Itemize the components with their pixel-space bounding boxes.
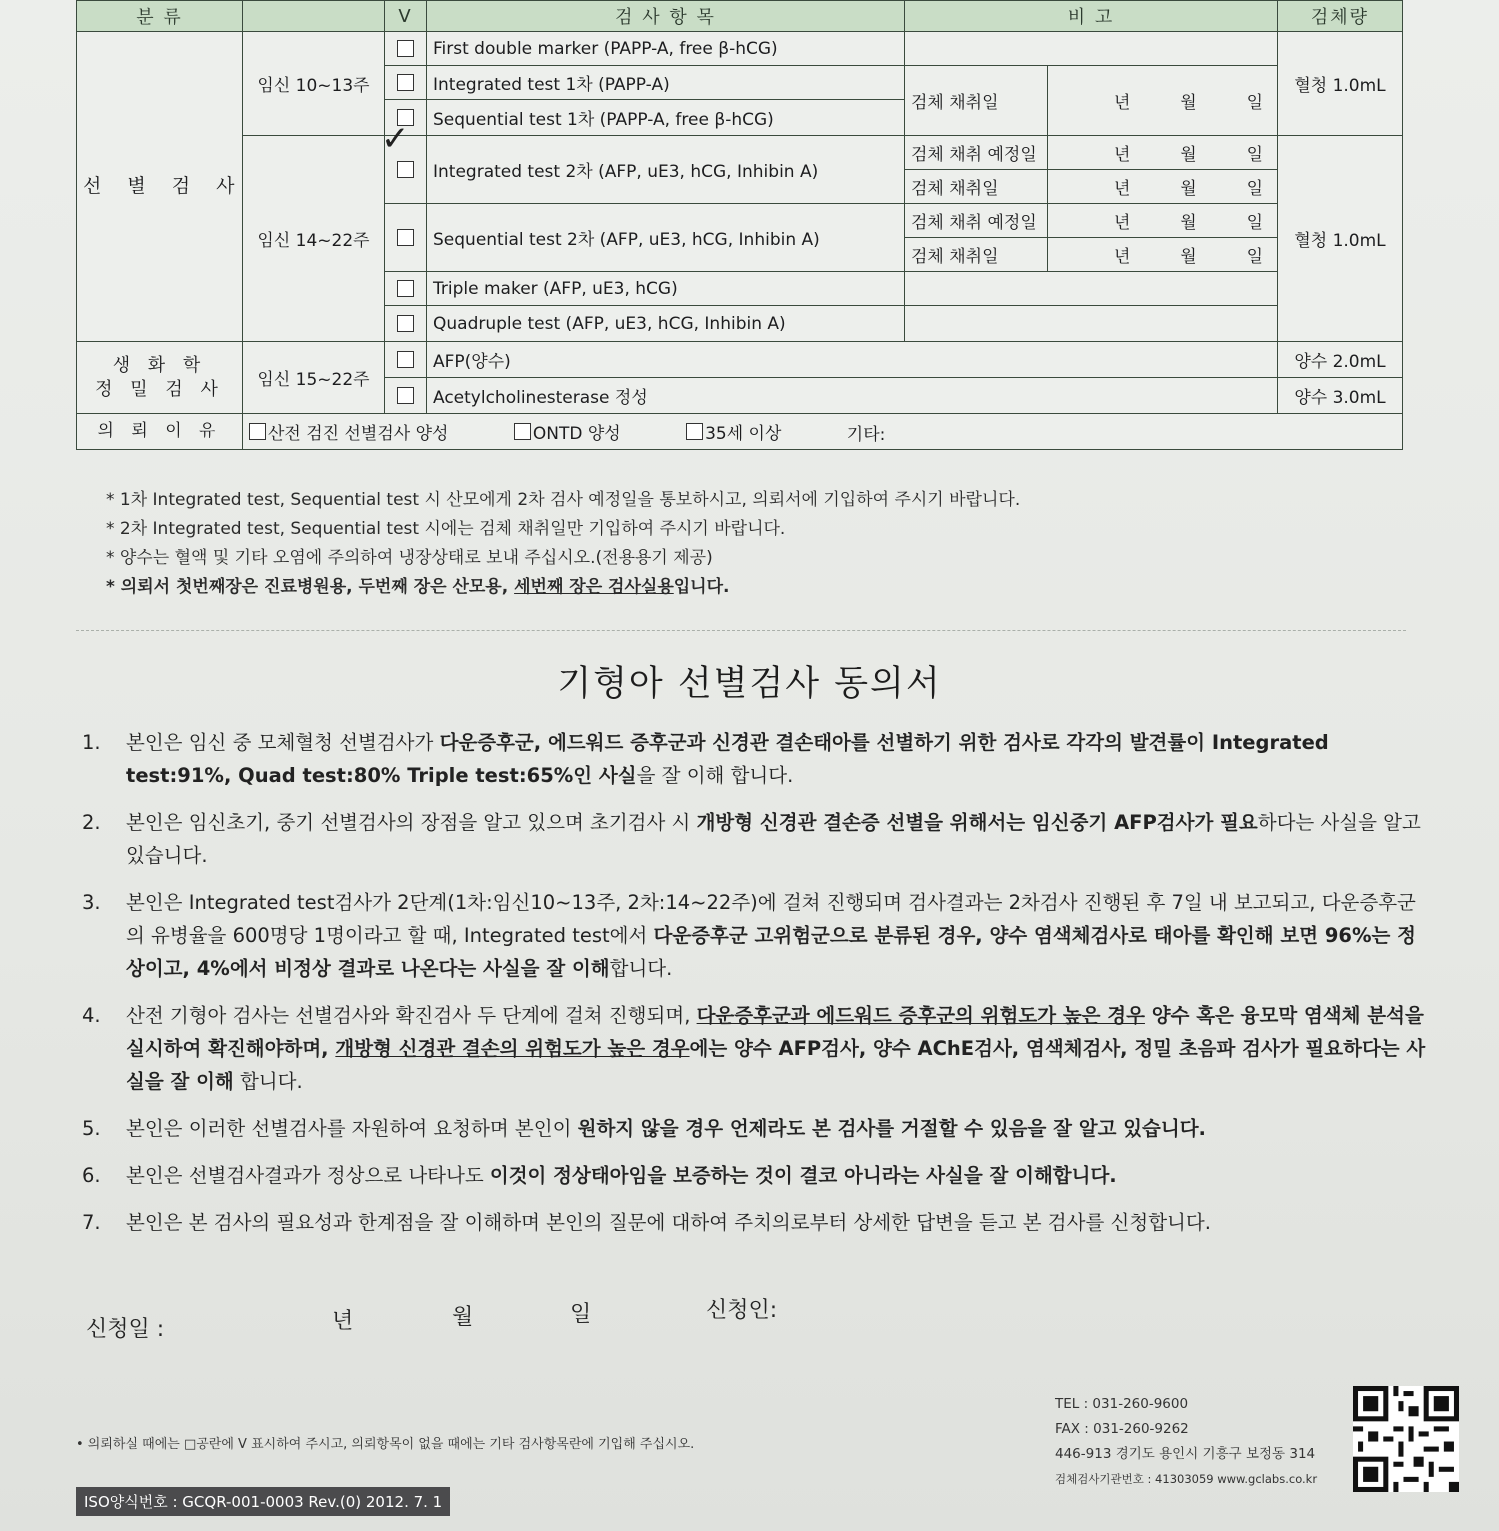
consent-3-text: 본인은 Integrated test검사가 2단계(1차:임신10~13주, 2차:14~22주)에 걸쳐 진행되며 검사결과는 2차검사 진행된 후 7일 내 보고되고, 다운증후군의 유병율을 600명당 1명이라고 할 때, Integrated test에서 <box>126 891 1416 947</box>
checkbox-ache[interactable] <box>385 378 427 414</box>
reason-option-label: 35세 이상 <box>705 423 782 444</box>
note-4-part-a: * 의뢰서 첫번째장은 진료병원용, 두번째 장은 산모용, <box>106 577 515 597</box>
checkbox-quadruple[interactable] <box>385 306 427 342</box>
remark-empty-3[interactable] <box>905 306 1278 342</box>
year-label: 년 <box>1114 247 1131 267</box>
period-10-13: 임신 10~13주 <box>243 32 385 136</box>
test-request-table <box>76 0 1403 450</box>
reason-option-label: ONTD 양성 <box>532 423 621 444</box>
consent-4-underlined-1: 다운증후군과 에드워드 증후군의 위험도가 높은 경우 <box>696 1004 1145 1027</box>
consent-item-6 <box>82 1159 1432 1192</box>
consent-3-bold: 다운증후군 고위험군으로 분류된 경우, 양수 염색체검사로 태아를 확인해 보면 96%는 정상이고, 4%에서 비정상 결과로 나온다는 사실을 잘 이해 <box>126 924 1416 980</box>
year-label: 년 <box>1114 213 1131 233</box>
consent-item-1 <box>82 726 1432 792</box>
note-4 <box>106 573 1366 602</box>
checkbox-sequential-2[interactable] <box>385 204 427 272</box>
checkbox-afp[interactable] <box>385 342 427 378</box>
apply-day-field[interactable]: 일 <box>570 1302 592 1327</box>
reason-option-age[interactable] <box>686 419 781 444</box>
biochem-label-line2: 정 밀 검 사 <box>95 378 224 400</box>
consent-item-7 <box>82 1206 1432 1239</box>
apply-month-field[interactable]: 월 <box>452 1305 474 1330</box>
consent-4-tail: 합니다. <box>233 1070 303 1093</box>
footer-note: • 의뢰하실 때에는 □공란에 V 표시하여 주시고, 의뢰항목이 없을 때에는 기타 검사항목란에 기입해 주십시오. <box>76 1437 695 1452</box>
reason-option-prenatal[interactable] <box>249 419 448 444</box>
apply-date-label: 신청일 : <box>86 1317 165 1342</box>
consent-6-bold: 이것이 정상태아임을 보증하는 것이 결코 아니라는 사실을 잘 이해합니다. <box>489 1164 1117 1187</box>
scheduled-date-label-1: 검체 채취 예정일 <box>905 136 1048 170</box>
checkbox-integrated-1[interactable] <box>385 66 427 100</box>
month-label: 월 <box>1180 145 1197 165</box>
consent-item-3 <box>82 886 1432 985</box>
consent-7-text: 본인은 본 검사의 필요성과 한계점을 잘 이해하며 본인의 질문에 대하여 주치의로부터 상세한 답변을 듣고 본 검사를 신청합니다. <box>126 1211 1211 1234</box>
header-volume: 검체량 <box>1278 1 1403 32</box>
day-label: 일 <box>1246 145 1263 165</box>
volume-serum-1: 혈청 1.0mL <box>1278 32 1403 136</box>
header-category: 분 류 <box>77 1 243 32</box>
consent-title: 기형아 선별검사 동의서 <box>557 664 942 704</box>
day-label: 일 <box>1246 179 1263 199</box>
checkbox-triple[interactable] <box>385 272 427 306</box>
header-empty <box>243 1 385 32</box>
item-sequential-2: Sequential test 2차 (AFP, uE3, hCG, Inhibin A) <box>427 204 905 272</box>
item-number: 1. <box>82 731 101 754</box>
item-integrated-2: Integrated test 2차 (AFP, uE3, hCG, Inhibin A) <box>427 136 905 204</box>
item-afp: AFP(양수) <box>427 342 1278 378</box>
consent-1-bold: 다운증후군, 에드워드 증후군과 신경관 결손태아를 선별하기 위한 검사로 각각의 발견률이 Integrated test:91%, Quad test:80% Triple test:65%인 사실 <box>126 731 1329 787</box>
consent-1-text: 본인은 임신 중 모체혈청 선별검사가 <box>126 731 440 754</box>
checkbox-integrated-2[interactable] <box>381 119 427 204</box>
month-label: 월 <box>1180 93 1197 113</box>
biochem-label <box>77 342 243 414</box>
contact-info <box>1055 1392 1317 1492</box>
consent-2-bold: 개방형 신경관 결손증 선별을 위해서는 임신중기 AFP검사가 필요 <box>696 811 1258 834</box>
item-quadruple: Quadruple test (AFP, uE3, hCG, Inhibin A) <box>427 306 905 342</box>
consent-4-bold-2: 에는 양수 AFP검사, 양수 AChE검사, 염색체검사, 정밀 초음파 검사가 필요하다는 사실을 잘 이해 <box>126 1037 1426 1093</box>
note-4-part-c: 입니다. <box>673 577 730 597</box>
applicant-field[interactable]: 신청인: <box>706 1298 778 1323</box>
day-label: 일 <box>1246 247 1263 267</box>
fax-number: FAX : 031-260-9262 <box>1055 1421 1189 1437</box>
item-triple: Triple maker (AFP, uE3, hCG) <box>427 272 905 306</box>
month-label: 월 <box>1180 247 1197 267</box>
consent-2-text: 본인은 임신초기, 중기 선별검사의 장점을 알고 있으며 초기검사 시 <box>126 811 697 834</box>
item-number: 3. <box>82 891 101 914</box>
scheduled-date-label-2: 검체 채취 예정일 <box>905 204 1048 238</box>
collect-date-label-3: 검체 채취일 <box>905 238 1048 272</box>
year-label: 년 <box>1114 179 1131 199</box>
day-label: 일 <box>1246 213 1263 233</box>
note-2: * 2차 Integrated test, Sequential test 시에는 검체 채취일만 기입하여 주시기 바랍니다. <box>106 519 786 539</box>
item-number: 2. <box>82 811 101 834</box>
reason-options <box>243 414 1403 450</box>
year-label: 년 <box>1114 145 1131 165</box>
reason-other[interactable]: 기타: <box>846 424 886 445</box>
consent-5-bold: 원하지 않을 경우 언제라도 본 검사를 거절할 수 있음을 잘 알고 있습니다. <box>577 1117 1206 1140</box>
consent-2-tail: 하다는 사실을 알고 있습니다. <box>126 811 1421 867</box>
item-sequential-1: Sequential test 1차 (PAPP-A, free β-hCG) <box>427 100 905 136</box>
collect-date-label-1: 검체 채취일 <box>905 66 1048 136</box>
apply-year-field[interactable]: 년 <box>332 1309 354 1334</box>
volume-amniotic-2: 양수 3.0mL <box>1278 378 1403 414</box>
consent-1-tail: 을 잘 이해 합니다. <box>636 764 794 787</box>
volume-amniotic-1: 양수 2.0mL <box>1278 342 1403 378</box>
collect-date-label-2: 검체 채취일 <box>905 170 1048 204</box>
consent-item-5 <box>82 1112 1432 1145</box>
remark-empty-1[interactable] <box>905 32 1278 66</box>
biochem-label-line1: 생 화 학 <box>112 355 207 377</box>
consent-5-text: 본인은 이러한 선별검사를 자원하여 요청하며 본인이 <box>126 1117 578 1140</box>
item-ache: Acetylcholinesterase 정성 <box>427 378 1278 414</box>
consent-4-text: 산전 기형아 검사는 선별검사와 확진검사 두 단계에 걸쳐 진행되며, <box>126 1004 697 1027</box>
item-number: 6. <box>82 1164 101 1187</box>
scheduled-date-field-2[interactable] <box>1048 204 1278 238</box>
notes <box>106 486 1366 602</box>
note-1: * 1차 Integrated test, Sequential test 시 산모에게 2차 검사 예정일을 통보하시고, 의뢰서에 기입하여 주시기 바랍니다. <box>106 490 1021 510</box>
scheduled-date-field-1[interactable] <box>1048 136 1278 170</box>
qr-code-icon <box>1353 1386 1459 1492</box>
item-first-double: First double marker (PAPP-A, free β-hCG) <box>427 32 905 66</box>
period-15-22: 임신 15~22주 <box>243 342 385 414</box>
screening-label: 선 별 검 사 <box>77 32 243 342</box>
consent-item-4 <box>82 999 1432 1098</box>
checkbox-first-double[interactable] <box>385 32 427 66</box>
consent-6-text: 본인은 선별검사결과가 정상으로 나타나도 <box>126 1164 490 1187</box>
item-integrated-1: Integrated test 1차 (PAPP-A) <box>427 66 905 100</box>
reason-option-label: 산전 검진 선별검사 양성 <box>268 423 449 444</box>
collect-date-field-3[interactable] <box>1048 238 1278 272</box>
month-label: 월 <box>1180 213 1197 233</box>
consent-list <box>82 726 1432 1253</box>
consent-3-tail: 합니다. <box>609 957 673 980</box>
period-14-22: 임신 14~22주 <box>243 136 385 342</box>
month-label: 월 <box>1180 179 1197 199</box>
header-check: V <box>385 1 427 32</box>
note-3: * 양수는 혈액 및 기타 오염에 주의하여 냉장상태로 보내 주십시오.(전용용기 제공) <box>106 548 713 568</box>
collect-date-field-1[interactable] <box>1048 66 1278 136</box>
year-label: 년 <box>1114 93 1131 113</box>
consent-item-2 <box>82 806 1432 872</box>
consent-4-bold-1: 양수 혹은 융모막 염색체 분석을 실시하여 확진해야하며, <box>126 1004 1424 1060</box>
phone-number: TEL : 031-260-9600 <box>1055 1396 1189 1412</box>
consent-4-underlined-2: 개방형 신경관 결손의 위험도가 높은 경우 <box>335 1037 690 1060</box>
address: 446-913 경기도 용인시 기흥구 보정동 314 <box>1055 1446 1316 1462</box>
reason-option-ontd[interactable] <box>514 419 621 444</box>
remark-empty-2[interactable] <box>905 272 1278 306</box>
collect-date-field-2[interactable] <box>1048 170 1278 204</box>
item-number: 5. <box>82 1117 101 1140</box>
item-number: 7. <box>82 1211 101 1234</box>
iso-form-number: ISO양식번호 : GCQR-001-0003 Rev.(0) 2012. 7. 1 <box>76 1487 450 1516</box>
note-4-underlined: 세번째 장은 검사실용 <box>514 577 674 597</box>
cut-line <box>76 630 1406 631</box>
reason-label: 의 뢰 이 유 <box>77 414 243 450</box>
item-number: 4. <box>82 1004 101 1027</box>
day-label: 일 <box>1246 93 1263 113</box>
agency-number: 검체검사기관번호 : 41303059 www.gclabs.co.kr <box>1055 1472 1318 1486</box>
volume-serum-2: 혈청 1.0mL <box>1278 136 1403 342</box>
header-item: 검 사 항 목 <box>427 1 905 32</box>
checkmark-icon: ✓ <box>381 119 410 159</box>
header-remarks: 비 고 <box>905 1 1278 32</box>
